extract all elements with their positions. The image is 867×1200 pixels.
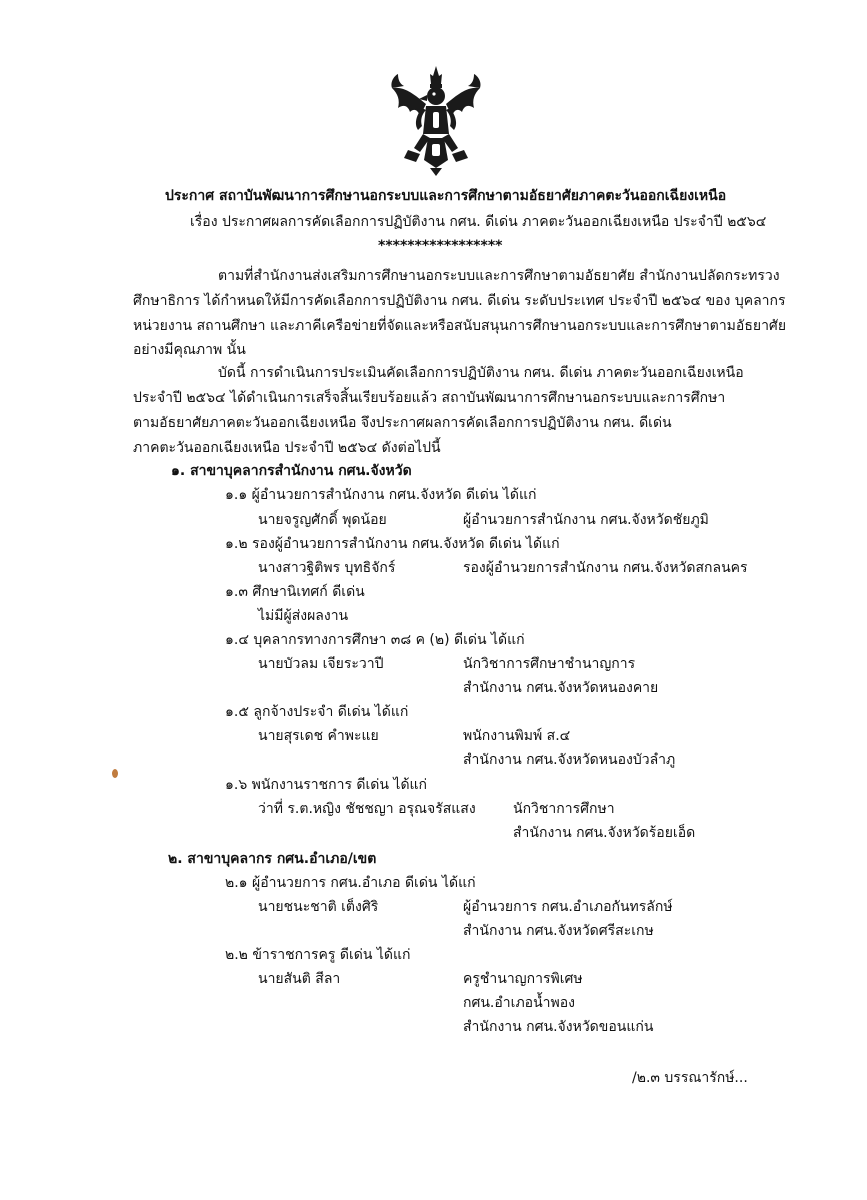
awardee-name: นายสันติ สีลา [258, 971, 341, 987]
section-heading: ๒. สาขาบุคลากร กศน.อำเภอ/เขต [168, 851, 377, 867]
awardee-name: นายสุรเดช คำพะแย [258, 728, 379, 744]
awardee-detail: สำนักงาน กศน.จังหวัดหนองบัวลำภู [463, 752, 676, 768]
page-continuation: /๒.๓ บรรณารักษ์... [632, 1070, 748, 1086]
award-category: ๒.๒ ข้าราชการครู ดีเด่น ได้แก่ [225, 947, 411, 963]
awardee-detail: สำนักงาน กศน.จังหวัดหนองคาย [463, 680, 659, 696]
awardee-name: ว่าที่ ร.ต.หญิง ชัชชญา อรุณจรัสแสง [258, 801, 476, 817]
announcement-subject: เรื่อง ประกาศผลการคัดเลือกการปฏิบัติงาน กศน. ดีเด่น ภาคตะวันออกเฉียงเหนือ ประจำปี ๒๕๖๔ [190, 214, 767, 230]
awardee-name: นายจรูญศักดิ์ พุดน้อย [258, 512, 387, 528]
awardee-detail: สำนักงาน กศน.จังหวัดร้อยเอ็ด [513, 825, 696, 841]
intro-line: ตามที่สำนักงานส่งเสริมการศึกษานอกระบบและการศึกษาตามอัธยาศัย สำนักงานปลัดกระทรวง [218, 268, 780, 284]
section-heading: ๑. สาขาบุคลากรสำนักงาน กศน.จังหวัด [171, 463, 412, 479]
awardee-detail: สำนักงาน กศน.จังหวัดศรีสะเกษ [463, 923, 654, 939]
award-category: ๑.๔ บุคลากรทางการศึกษา ๓๘ ค (๒) ดีเด่น ได้แก่ [225, 632, 525, 648]
award-category: ๑.๓ ศึกษานิเทศก์ ดีเด่น [225, 584, 365, 600]
awardee-detail: ผู้อำนวยการ กศน.อำเภอกันทรลักษ์ [463, 899, 673, 915]
intro-line: ภาคตะวันออกเฉียงเหนือ ประจำปี ๒๕๖๔ ดังต่อไปนี้ [133, 440, 441, 456]
award-category: ๑.๑ ผู้อำนวยการสำนักงาน กศน.จังหวัด ดีเด่น ได้แก่ [225, 487, 537, 503]
separator-stars: ***************** [378, 238, 503, 254]
awardee-name: นายบัวลม เจียระวาปี [258, 656, 384, 672]
intro-line: ศึกษาธิการ ได้กำหนดให้มีการคัดเลือกการปฏิบัติงาน กศน. ดีเด่น ระดับประเทศ ประจำปี ๒๕๖๔ ของ บุคลากร [133, 293, 786, 309]
award-category: ๑.๖ พนักงานราชการ ดีเด่น ได้แก่ [225, 777, 428, 793]
awardee-detail: กศน.อำเภอน้ำพอง [463, 995, 575, 1011]
intro-line: บัดนี้ การดำเนินการประเมินคัดเลือกการปฏิบัติงาน กศน. ดีเด่น ภาคตะวันออกเฉียงเหนือ [218, 365, 744, 381]
award-category: ๒.๑ ผู้อำนวยการ กศน.อำเภอ ดีเด่น ได้แก่ [225, 875, 476, 891]
ink-stain [112, 769, 118, 778]
intro-line: อย่างมีคุณภาพ นั้น [133, 342, 246, 358]
awardee-detail: นักวิชาการศึกษา [513, 801, 615, 817]
awardee-detail: ครูชำนาญการพิเศษ [463, 971, 583, 987]
award-category: ๑.๒ รองผู้อำนวยการสำนักงาน กศน.จังหวัด ดีเด่น ได้แก่ [225, 536, 560, 552]
awardee-name: ไม่มีผู้ส่งผลงาน [258, 608, 349, 624]
award-category: ๑.๕ ลูกจ้างประจำ ดีเด่น ได้แก่ [225, 704, 409, 720]
intro-line: ตามอัธยาศัยภาคตะวันออกเฉียงเหนือ จึงประกาศผลการคัดเลือกการปฏิบัติงาน กศน. ดีเด่น [133, 415, 672, 431]
awardee-detail: พนักงานพิมพ์ ส.๔ [463, 728, 571, 744]
announcement-title: ประกาศ สถาบันพัฒนาการศึกษานอกระบบและการศึกษาตามอัธยาศัยภาคตะวันออกเฉียงเหนือ [165, 188, 727, 204]
awardee-detail: นักวิชาการศึกษาชำนาญการ [463, 656, 636, 672]
awardee-detail: รองผู้อำนวยการสำนักงาน กศน.จังหวัดสกลนคร [463, 560, 748, 576]
awardee-name: นางสาวฐิติพร บุทธิจักร์ [258, 560, 396, 576]
awardee-name: นายชนะชาติ เต็งศิริ [258, 899, 379, 915]
awardee-detail: ผู้อำนวยการสำนักงาน กศน.จังหวัดชัยภูมิ [463, 512, 709, 528]
intro-line: ประจำปี ๒๕๖๔ ได้ดำเนินการเสร็จสิ้นเรียบร้อยแล้ว สถาบันพัฒนาการศึกษานอกระบบและการศึกษา [133, 390, 726, 406]
intro-line: หน่วยงาน สถานศึกษา และภาคีเครือข่ายที่จัดและหรือสนับสนุนการศึกษานอกระบบและการศึกษาตามอัธยาศัย [133, 318, 787, 334]
garuda-emblem-icon [386, 64, 486, 176]
awardee-detail: สำนักงาน กศน.จังหวัดขอนแก่น [463, 1019, 654, 1035]
